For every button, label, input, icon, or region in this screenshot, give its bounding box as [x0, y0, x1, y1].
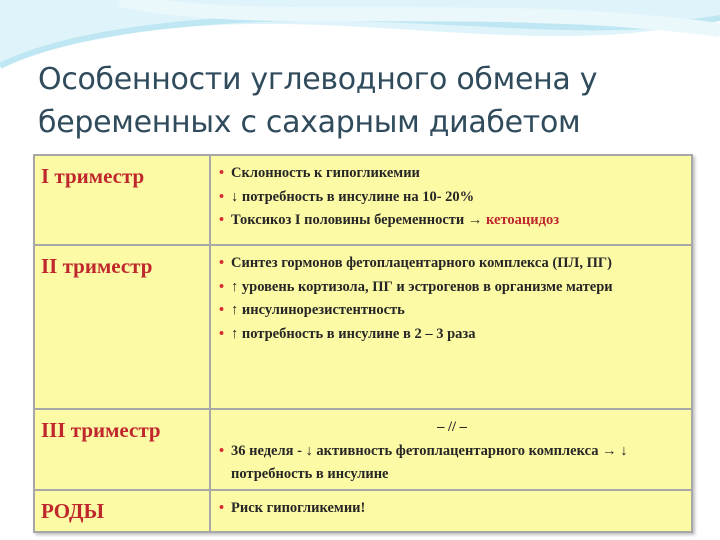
- stage-details: [210, 245, 692, 409]
- bullet-icon: •: [219, 499, 225, 516]
- stage-label: II триместр: [34, 245, 210, 409]
- list-item: • Токсикоз I половины беременности → кетоацидоз: [219, 209, 685, 233]
- list-item: • ↑ уровень кортизола, ПГ и эстрогенов в организме матери: [219, 276, 685, 300]
- stage-details: [210, 409, 692, 490]
- list-item: • ↑ потребность в инсулине в 2 – 3 раза: [219, 323, 685, 347]
- bullet-icon: •: [219, 212, 225, 228]
- bullet-icon: •: [219, 442, 225, 459]
- ketoacidosis-highlight: кетоацидоз: [486, 212, 560, 228]
- stage-label: I триместр: [34, 155, 210, 245]
- table-row-trimester-1: [34, 155, 692, 245]
- stage-details: [210, 490, 692, 532]
- list-item: • ↓ потребность в инсулине на 10- 20%: [219, 186, 685, 210]
- stage-label: РОДЫ: [34, 490, 210, 532]
- list-item: • Склонность к гипогликемии: [219, 162, 685, 186]
- trimester-table: [33, 154, 693, 533]
- stage-details: [210, 155, 692, 245]
- page-title: [38, 58, 708, 144]
- bullet-icon: •: [219, 302, 225, 318]
- list-item: • 36 неделя - ↓ активность фетоплацентарного комплекса → ↓ потребность в инсулине: [219, 440, 685, 487]
- bullet-icon: •: [219, 255, 225, 271]
- list-item: • Синтез гормонов фетоплацентарного комплекса (ПЛ, ПГ): [219, 252, 685, 276]
- bullet-icon: •: [219, 278, 225, 295]
- title-line-1: Особенности углеводного обмена у: [38, 62, 598, 97]
- title-line-2: беременных с сахарным диабетом: [38, 105, 581, 140]
- list-item: • ↑ инсулинорезистентность: [219, 299, 685, 323]
- list-item: • Риск гипогликемии!: [219, 497, 685, 521]
- stage-label: III триместр: [34, 409, 210, 490]
- bullet-icon: •: [219, 165, 225, 181]
- table-row-trimester-3: [34, 409, 692, 490]
- bullet-icon: •: [219, 188, 225, 205]
- table-row-delivery: [34, 490, 692, 532]
- table-row-trimester-2: [34, 245, 692, 409]
- repeat-note: – // –: [437, 419, 467, 435]
- bullet-icon: •: [219, 325, 225, 342]
